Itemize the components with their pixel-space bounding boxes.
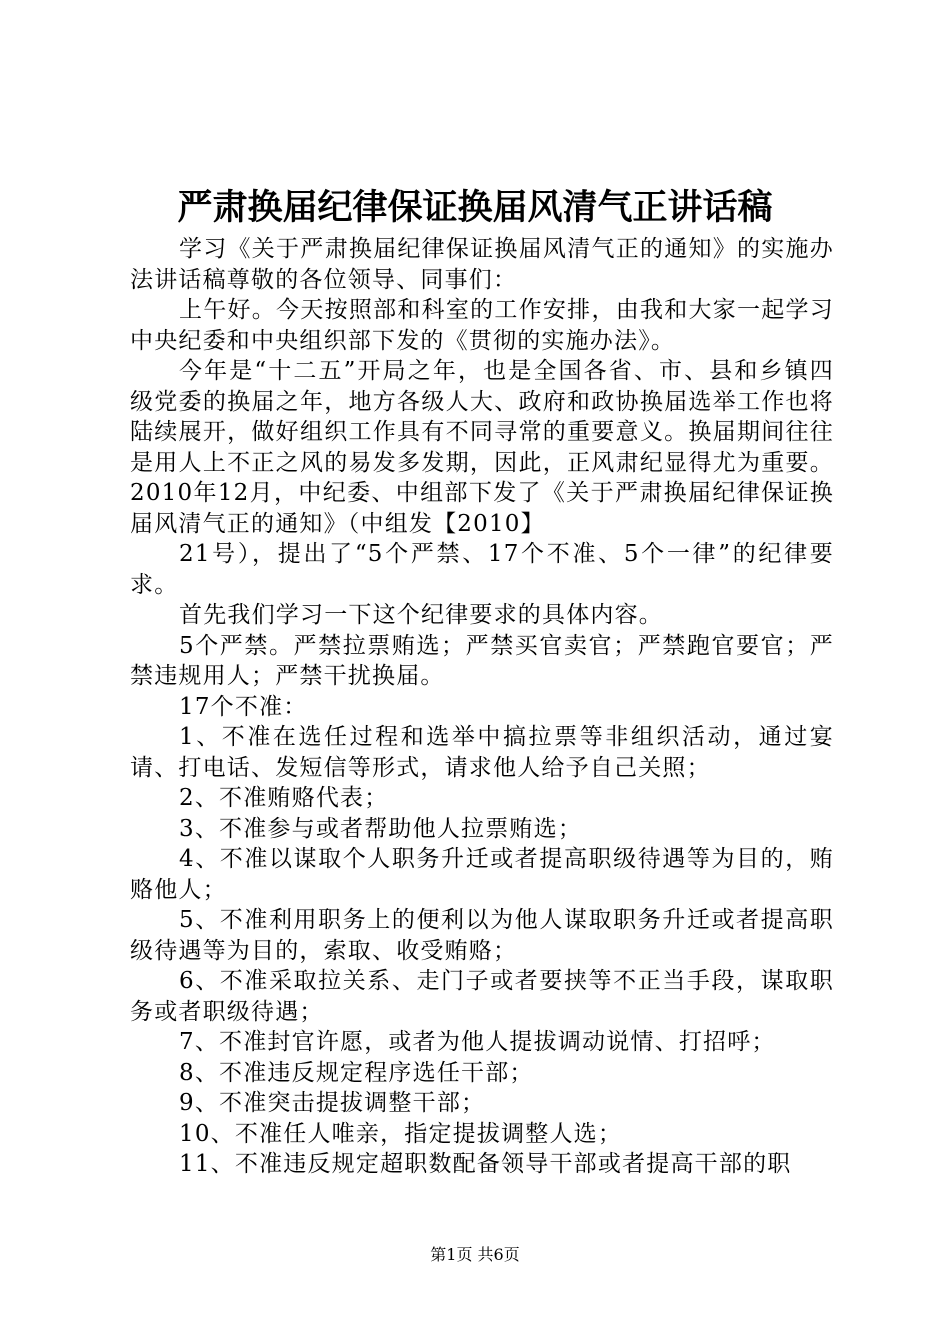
paragraph: 21号），提出了“5个严禁、17个不准、5个一律”的纪律要求。 (130, 541, 834, 598)
paragraph: 首先我们学习一下这个纪律要求的具体内容。 (179, 602, 663, 628)
document-body (130, 234, 834, 1180)
paragraph: 1、不准在选任过程和选举中搞拉票等非组织活动，通过宴请、打电话、发短信等形式，请求他人给予自己关照； (130, 724, 834, 781)
paragraph: 10、不准任人唯亲，指定提拔调整人选； (179, 1120, 623, 1147)
paragraph: 今年是“十二五”开局之年，也是全国各省、市、县和乡镇四级党委的换届之年，地方各级人大、政府和政协换届选举工作也将陆续展开，做好组织工作具有不同寻常的重要意义。换届期间往往是用人上不正之风的易发多发期，因此，正风肃纪显得尤为重要。2010年12月，中纪委、中组部下发了《关于严肃换届纪律保证换届风清气正的通知》（中组发【2010】 (130, 358, 834, 537)
paragraph: 2、不准贿赂代表； (179, 785, 389, 811)
paragraph: 5、不准利用职务上的便利以为他人谋取职务升迁或者提高职级待遇等为目的，索取、收受贿赂； (130, 907, 834, 964)
paragraph: 6、不准采取拉关系、走门子或者要挟等不正当手段，谋取职务或者职级待遇； (130, 968, 834, 1025)
paragraph: 8、不准违反规定程序选任干部； (179, 1059, 534, 1086)
paragraph: 11、不准违反规定超职数配备领导干部或者提高干部的职 (179, 1151, 792, 1177)
page-number-footer: 第1页 共6页 (430, 1245, 520, 1264)
paragraph: 3、不准参与或者帮助他人拉票贿选； (179, 815, 583, 842)
paragraph: 17个不准： (179, 693, 308, 720)
paragraph: 4、不准以谋取个人职务升迁或者提高职级待遇等为目的，贿赂他人； (130, 846, 834, 903)
paragraph: 学习《关于严肃换届纪律保证换届风清气正的通知》的实施办法讲话稿尊敬的各位领导、同事们： (130, 236, 834, 293)
paragraph: 5个严禁。严禁拉票贿选；严禁买官卖官；严禁跑官要官；严禁违规用人；严禁干扰换届。 (130, 632, 834, 689)
paragraph: 7、不准封官许愿，或者为他人提拔调动说情、打招呼； (179, 1029, 776, 1055)
document-title: 严肃换届纪律保证换届风清气正讲话稿 (177, 187, 773, 228)
paragraph: 上午好。今天按照部和科室的工作安排，由我和大家一起学习中央纪委和中央组织部下发的《贯彻的实施办法》。 (130, 297, 834, 354)
paragraph: 9、不准突击提拔调整干部； (179, 1090, 486, 1116)
